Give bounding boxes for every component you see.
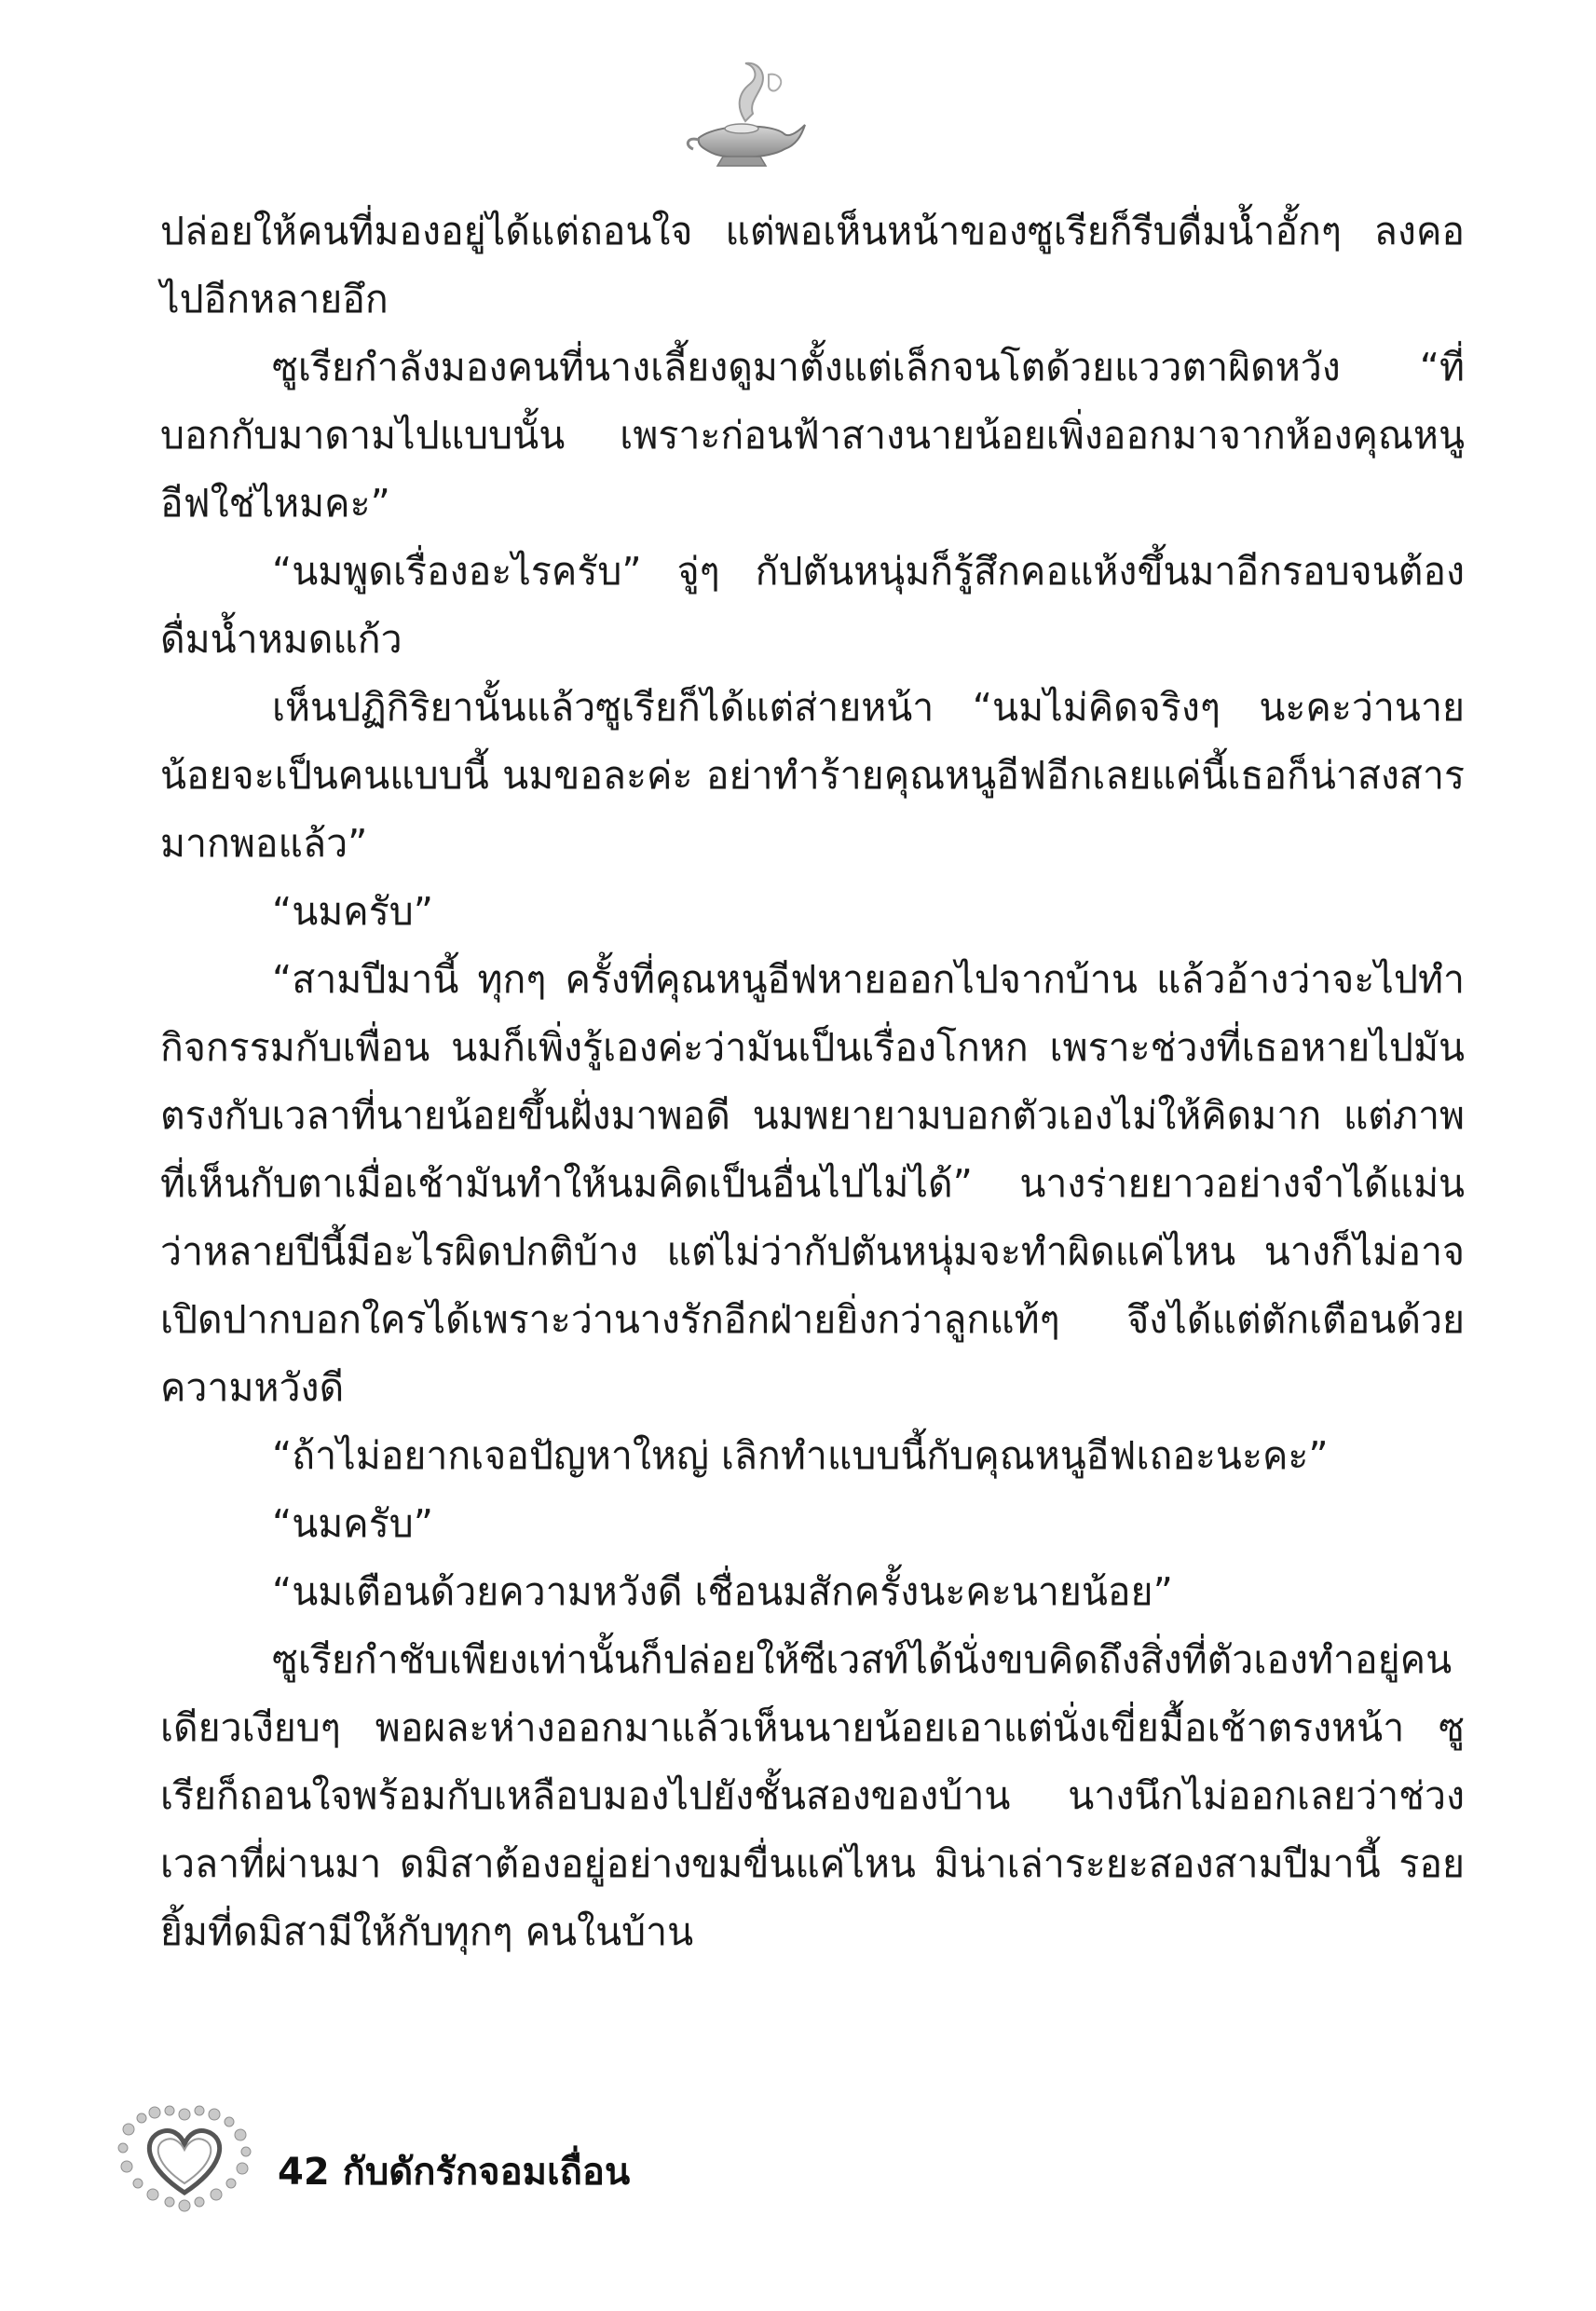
paragraph: “ถ้าไม่อยากเจอปัญหาใหญ่ เลิกทำแบบนี้กับคุณหนูอีฟเถอะนะคะ”: [272, 1433, 1329, 1478]
paragraph: ซูเรียกำชับเพียงเท่านั้นก็ปล่อยให้ซีเวสท์ได้นั่งขบคิดถึงสิ่งที่ตัวเองทำอยู่คนเดียวเงียบๆ พอผละห่างออกมาแล้วเห็นนายน้อยเอาแต่นั่งเขี่ยมื้อเช้าตรงหน้า ซูเรียก็ถอนใจพร้อมกับเหลือบมองไปยังชั้นสองของบ้าน นางนึกไม่ออกเลยว่าช่วงเวลาที่ผ่านมา ดมิสาต้องอยู่อย่างขมขื่นแค่ไหน มิน่าเล่าระยะสองสามปีมานี้ รอยยิ้มที่ดมิสามีให้กับทุกๆ คนในบ้าน: [160, 1637, 1465, 1954]
page-text: [160, 198, 1465, 1966]
paragraph: “สามปีมานี้ ทุกๆ ครั้งที่คุณหนูอีฟหายออกไปจากบ้าน แล้วอ้างว่าจะไปทำกิจกรรมกับเพื่อน นมก็เพิ่งรู้เองค่ะว่ามันเป็นเรื่องโกหก เพราะช่วงที่เธอหายไปมันตรงกับเวลาที่นายน้อยขึ้นฝั่งมาพอดี นมพยายามบอกตัวเองไม่ให้คิดมาก แต่ภาพที่เห็นกับตาเมื่อเช้ามันทำให้นมคิดเป็นอื่นไปไม่ได้” นางร่ายยาวอย่างจำได้แม่นว่าหลายปีนี้มีอะไรผิดปกติบ้าง แต่ไม่ว่ากัปตันหนุ่มจะทำผิดแค่ไหน นางก็ไม่อาจเปิดปากบอกใครได้เพราะว่านางรักอีกฝ่ายยิ่งกว่าลูกแท้ๆ จึงได้แต่ตักเตือนด้วยความหวังดี: [160, 957, 1465, 1410]
paragraph: “นมครับ”: [272, 889, 434, 934]
paragraph: “นมพูดเรื่องอะไรครับ” จู่ๆ กัปตันหนุ่มก็รู้สึกคอแห้งขึ้นมาอีกรอบจนต้องดื่มน้ำหมดแก้ว: [160, 549, 1465, 662]
paragraph: ปล่อยให้คนที่มองอยู่ได้แต่ถอนใจ แต่พอเห็นหน้าของซูเรียก็รีบดื่มน้ำอั้กๆ ลงคอไปอีกหลายอึก: [160, 209, 1465, 321]
paragraph: ซูเรียกำลังมองคนที่นางเลี้ยงดูมาตั้งแต่เล็กจนโตด้วยแววตาผิดหวัง “ที่บอกกับมาดามไปแบบนั้น เพราะก่อนฟ้าสางนายน้อยเพิ่งออกมาจากห้องคุณหนูอีฟใช่ไหมคะ”: [160, 345, 1465, 526]
book-title: กับดักรักจอมเถื่อน: [342, 2151, 631, 2194]
paragraph: “นมเตือนด้วยความหวังดี เชื่อนมสักครั้งนะคะนายน้อย”: [272, 1569, 1173, 1614]
page-footer: [278, 2141, 630, 2201]
hearts-ornament-icon: [110, 2101, 259, 2213]
paragraph: “นมครับ”: [272, 1501, 434, 1546]
genie-lamp-icon: [680, 56, 811, 177]
paragraph: เห็นปฏิกิริยานั้นแล้วซูเรียก็ได้แต่ส่ายหน้า “นมไม่คิดจริงๆ นะคะว่านายน้อยจะเป็นคนแบบนี้ นมขอละค่ะ อย่าทำร้ายคุณหนูอีฟอีกเลยแค่นี้เธอก็น่าสงสารมากพอแล้ว”: [160, 685, 1465, 866]
page-number: 42: [278, 2151, 330, 2194]
